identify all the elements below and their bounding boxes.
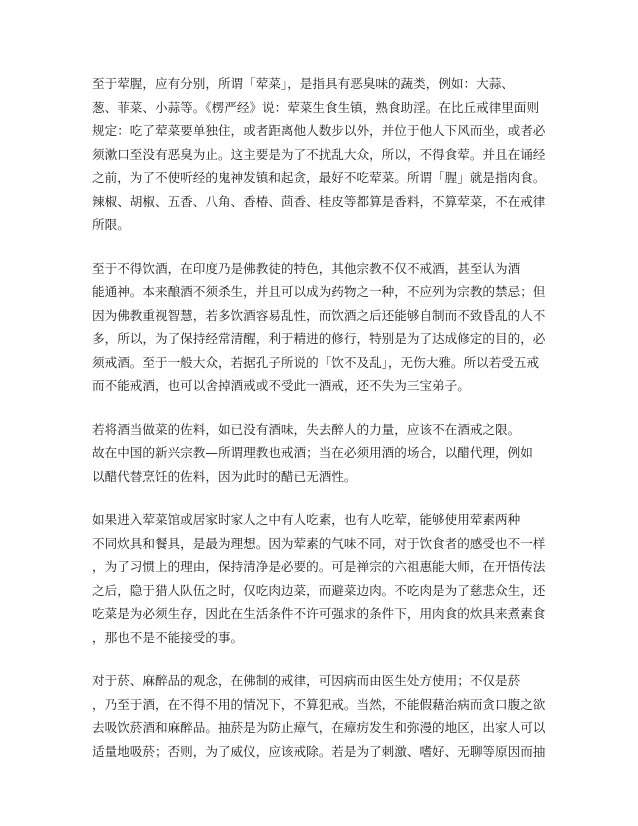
text-line: 之前，为了不使听经的鬼神发镇和起贪，最好不吃荤菜。所谓「腥」就是指肉食。 bbox=[92, 170, 546, 185]
text-line: 多，所以，为了保持经常清醒，利于精进的修行，特别是为了达成修定的目的，必 bbox=[92, 331, 546, 346]
text-line: 不同炊具和餐具，是最为理想。因为荤素的气味不同，对于饮食者的感受也不一样 bbox=[92, 535, 546, 551]
text-line: 至于不得饮酒，在印度乃是佛教徒的特色，其他宗教不仅不戒酒，甚至认为酒 bbox=[92, 260, 521, 276]
text-line: 葱、菲菜、小蒜等。《楞严经》说：荤菜生食生镇，熟食助淫。在比丘戒律里面则 bbox=[92, 99, 540, 115]
text-line: 故在中国的新兴宗教—所谓理教也戒酒；当在必须用酒的场合，以醋代理，例如 bbox=[92, 445, 533, 460]
text-line: 至于荤腥，应有分别，所谓「荤菜」，是指具有恶臭味的蔬类，例如：大蒜、 bbox=[92, 76, 514, 91]
text-line: 如果进入荤菜馆或居家时家人之中有人吃素，也有人吃荤，能够使用荤素两种 bbox=[92, 512, 521, 527]
text-line: ，那也不是不能接受的事。 bbox=[92, 629, 244, 645]
paragraph-tobacco bbox=[92, 669, 552, 763]
text-line: 因为佛教重视智慧，若多饮酒容易乱性，而饮酒之后还能够自制而不致昏乱的人不 bbox=[92, 307, 546, 323]
text-line: 须戒酒。至于一般大众，若据孔子所说的「饮不及乱」，无伤大雅。所以若受五戒 bbox=[92, 354, 540, 370]
document-page bbox=[92, 72, 552, 783]
paragraph-alcohol bbox=[92, 257, 552, 398]
text-line: 而不能戒酒，也可以舍掉酒戒或不受此一酒戒，还不失为三宝弟子。 bbox=[92, 378, 470, 393]
text-line: 适量地吸菸；否则，为了威仪，应该戒除。若是为了刺激、嗜好、无聊等原因而抽 bbox=[92, 743, 546, 759]
text-line: 辣椒、胡椒、五香、八角、香椿、茴香、桂皮等都算是香料，不算荤菜，不在戒律 bbox=[92, 193, 546, 209]
text-line: 规定：吃了荤菜要单独住，或者距离他人数步以外，并位于他人下风而坐，或者必 bbox=[92, 123, 546, 138]
text-line: 去吸饮菸酒和麻醉品。抽菸是为防止瘴气，在瘴疠发生和弥漫的地区，出家人可以 bbox=[92, 720, 546, 735]
text-line: ，为了习惯上的理由，保持清净是必要的。可是禅宗的六祖惠能大师，在开悟传法 bbox=[92, 559, 546, 574]
text-line: 以醋代替烹饪的佐料，因为此时的醋已无酒性。 bbox=[92, 468, 357, 484]
text-line: 对于菸、麻醉品的观念，在佛制的戒律，可因病而由医生处方使用；不仅是菸 bbox=[92, 673, 521, 688]
text-line: ，乃至于酒，在不得不用的情况下，不算犯戒。当然，不能假藉治病而贪口腹之欲 bbox=[92, 696, 546, 712]
text-line: 若将酒当做菜的佐料，如已没有酒味，失去醉人的力量，应该不在酒戒之限。 bbox=[92, 421, 521, 437]
paragraph-cookware bbox=[92, 508, 552, 649]
text-line: 能通神。本来酿酒不须杀生，并且可以成为药物之一种，不应列为宗教的禁忌；但 bbox=[92, 284, 546, 299]
text-line: 须漱口至没有恶臭为止。这主要是为了不扰乱大众，所以，不得食荤。并且在诵经 bbox=[92, 146, 546, 162]
text-line: 吃菜是为必须生存，因此在生活条件不许可强求的条件下，用肉食的炊具来煮素食 bbox=[92, 606, 546, 621]
text-line: 所限。 bbox=[92, 217, 130, 232]
paragraph-pungent-vegetables bbox=[92, 72, 552, 237]
paragraph-cooking-wine bbox=[92, 418, 552, 489]
text-line: 之后，隐于猎人队伍之时，仅吃肉边菜，而避菜边肉。不吃肉是为了慈悲众生，还 bbox=[92, 582, 546, 598]
